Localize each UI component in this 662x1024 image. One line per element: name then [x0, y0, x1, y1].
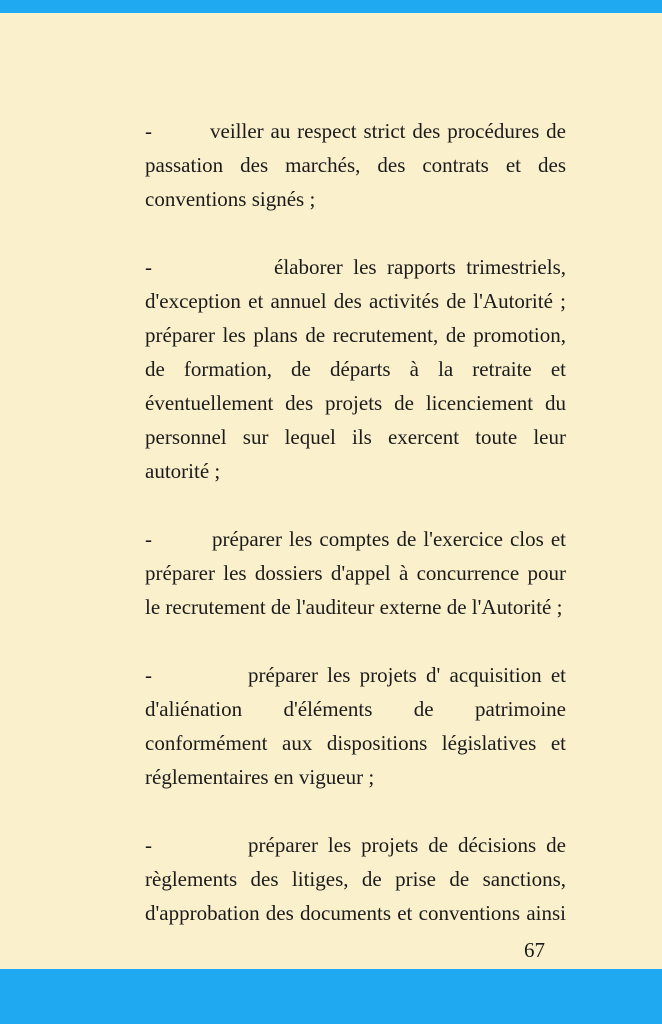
list-item — [145, 658, 566, 794]
tab-spacer — [152, 681, 248, 682]
page-number: 67 — [524, 938, 545, 962]
bullet-dash: - — [145, 119, 152, 143]
tab-spacer — [152, 545, 212, 546]
tab-spacer — [152, 137, 210, 138]
paragraph-text: préparer les comptes de l'exercice clos et préparer les dossiers d'appel à concurrence pour le recrutement de l'auditeur externe de l'Autorité ; — [145, 527, 566, 619]
tab-spacer — [152, 273, 274, 274]
tab-spacer — [152, 851, 248, 852]
paragraph-text: préparer les projets de décisions de règlements des litiges, de prise de sanctions, d'approbation des documents et conventions ainsi — [145, 833, 566, 925]
list-item — [145, 250, 566, 488]
paragraph-text: préparer les projets d' acquisition et d'aliénation d'éléments de patrimoine conformément aux dispositions législatives et réglementaires en vigueur ; — [145, 663, 566, 789]
paragraph-text: veiller au respect strict des procédures de passation des marchés, des contrats et des conventions signés ; — [145, 119, 566, 211]
bullet-dash: - — [145, 527, 152, 551]
page-body-text — [145, 114, 566, 930]
bullet-dash: - — [145, 663, 152, 687]
paragraph-text: élaborer les rapports trimestriels, d'exception et annuel des activités de l'Autorité ; préparer les plans de recrutement, de promotion, de formation, de départs à la retraite et éventuellement des projets de licenciement du personnel sur lequel ils exercent toute leur autorité ; — [145, 255, 566, 483]
list-item — [145, 522, 566, 624]
list-item — [145, 114, 566, 216]
bullet-dash: - — [145, 255, 152, 279]
bullet-dash: - — [145, 833, 152, 857]
list-item — [145, 828, 566, 930]
top-border-bar — [0, 0, 662, 13]
bottom-border-bar — [0, 969, 662, 1024]
